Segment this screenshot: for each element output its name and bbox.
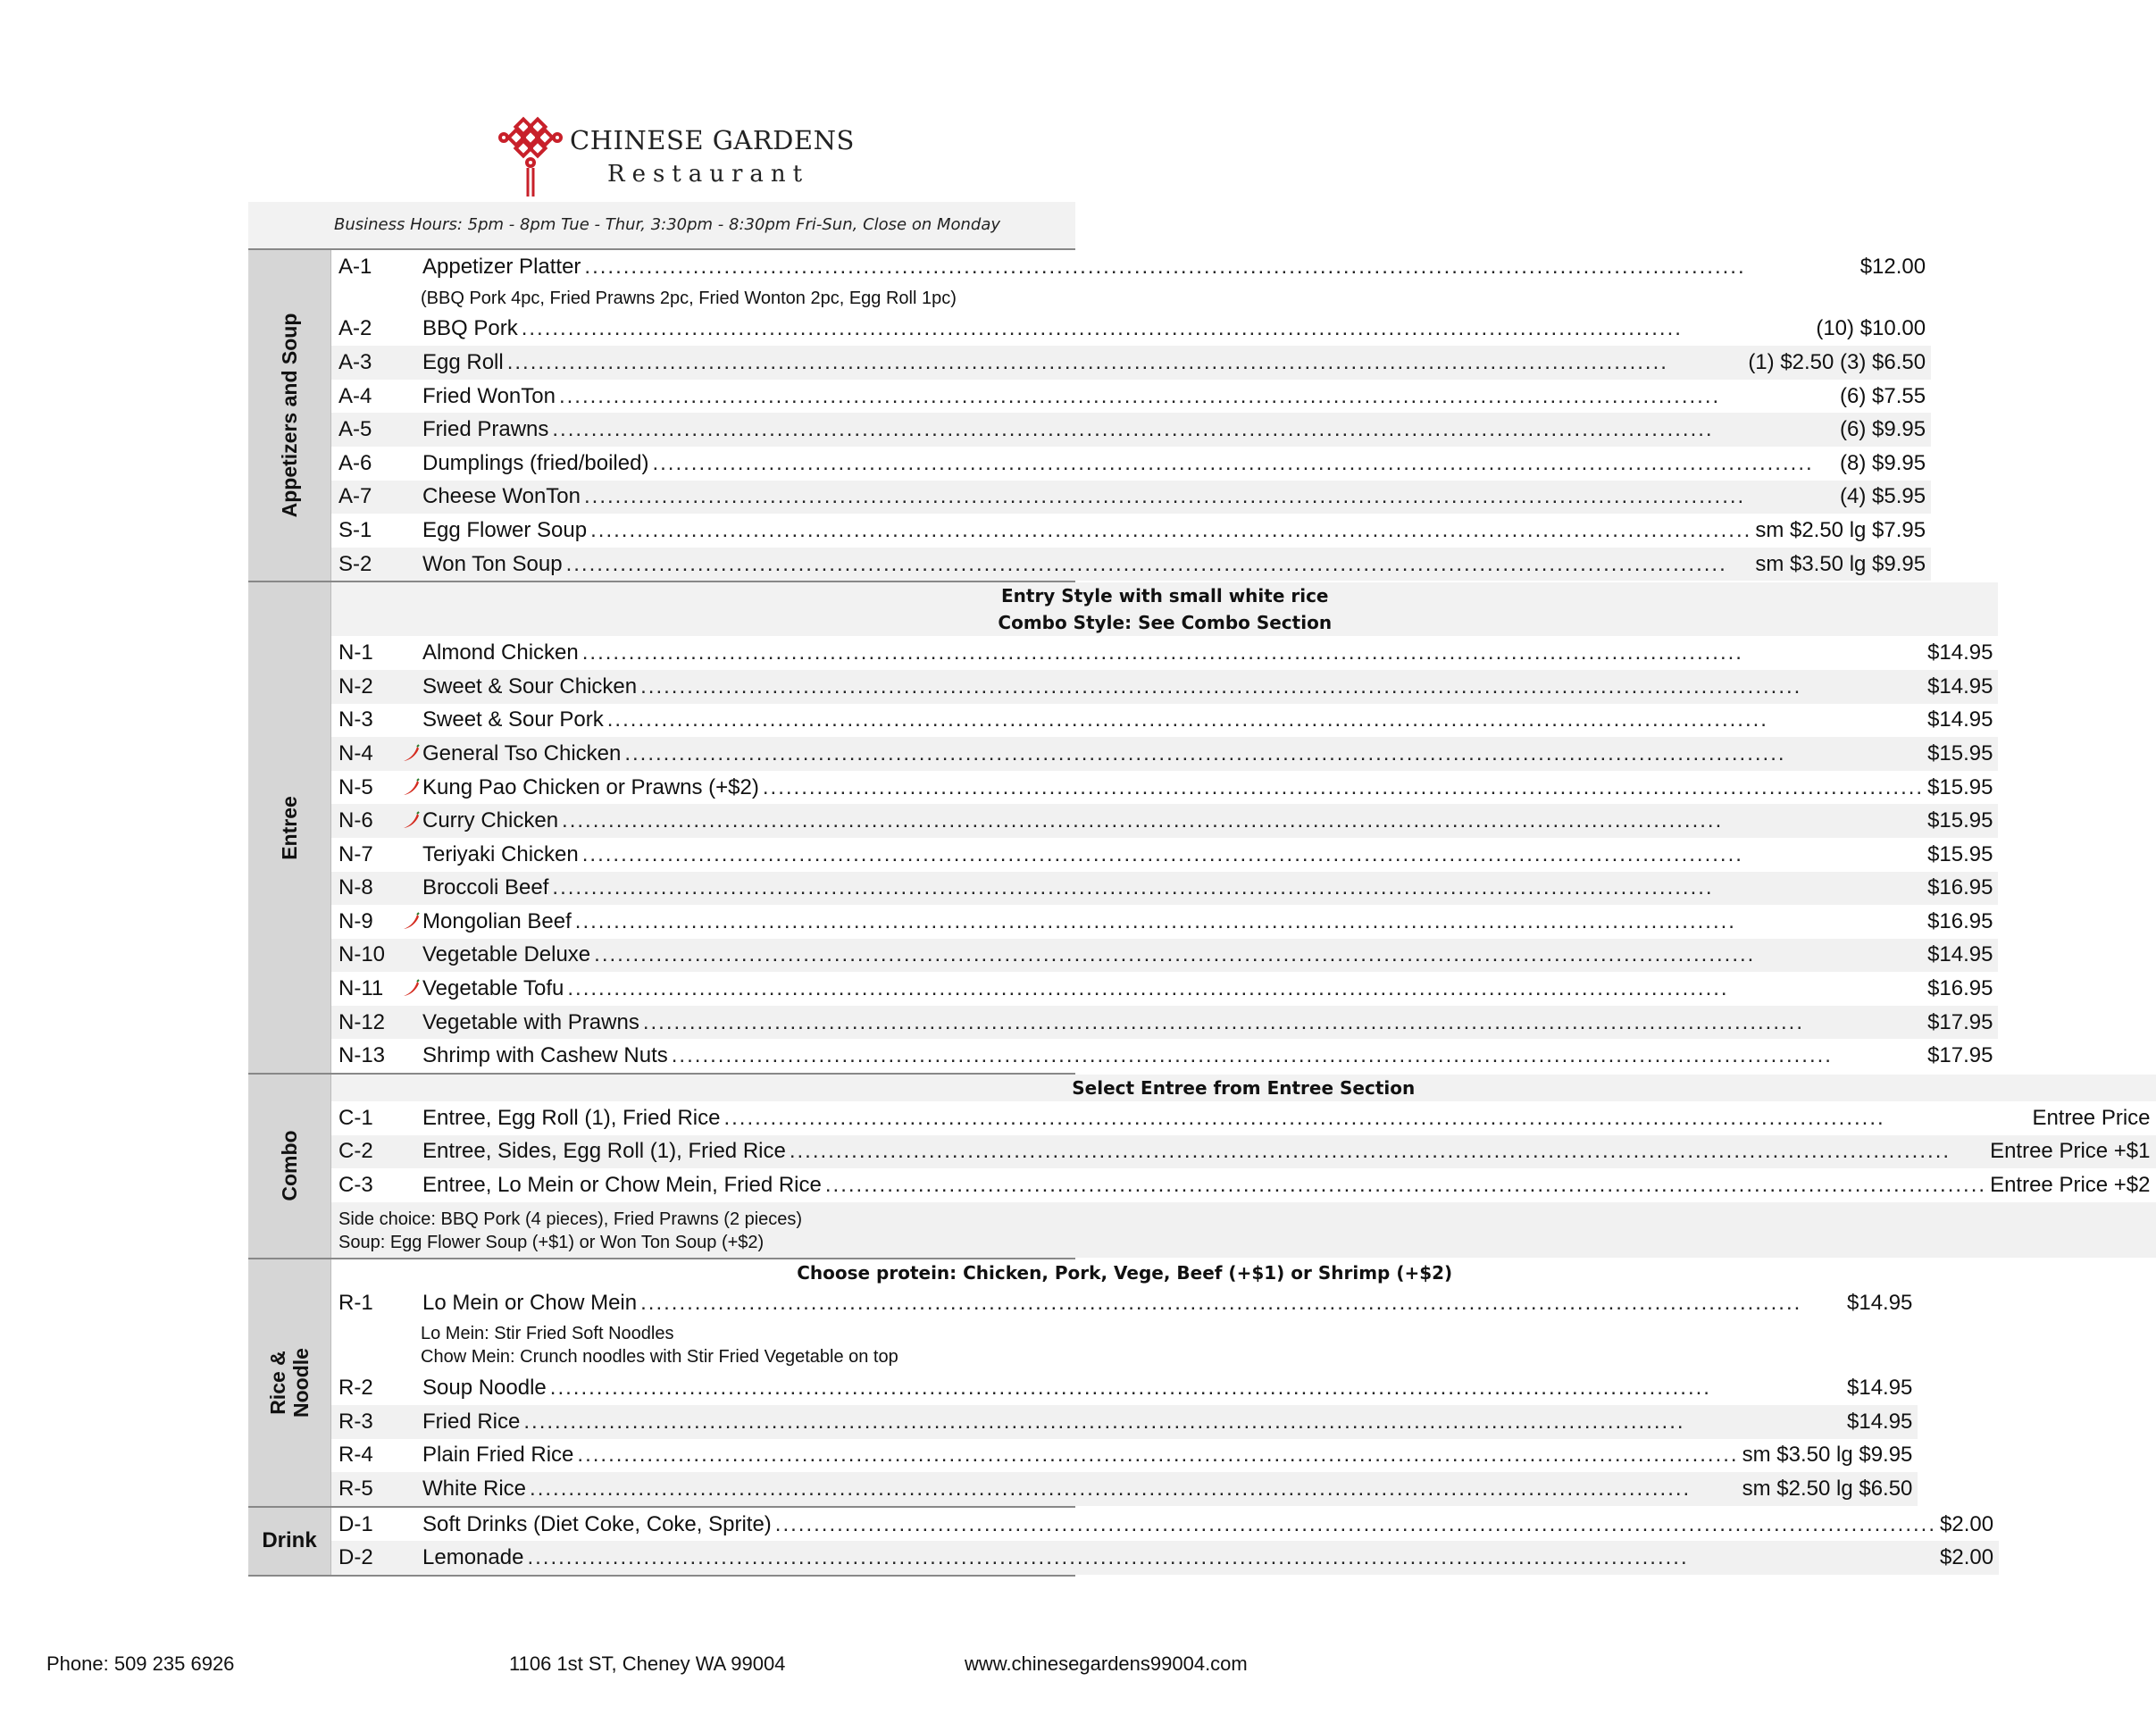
item-price: Entree Price +$1 xyxy=(1990,1139,2151,1164)
item-code: A-4 xyxy=(338,383,372,408)
menu-item-row xyxy=(331,1101,2156,1135)
item-price: (4) $5.95 xyxy=(1840,484,1926,509)
section-label-entree: Entree xyxy=(248,582,331,1073)
drink-rows xyxy=(331,1508,1999,1575)
spicy-marker xyxy=(401,913,422,931)
section-appetizers xyxy=(248,250,1926,582)
item-name: Fried Rice xyxy=(422,1409,521,1434)
item-code: A-6 xyxy=(338,450,372,475)
item-code: S-1 xyxy=(338,517,372,542)
dot-leader xyxy=(567,976,1924,1001)
spicy-marker xyxy=(401,846,422,864)
item-price: (10) $10.00 xyxy=(1816,316,1926,341)
spicy-marker xyxy=(401,812,422,830)
noodle-note: Lo Mein: Stir Fried Soft Noodles Chow Mein: Crunch noodles with Stir Fried Vegetable on top xyxy=(421,1324,898,1368)
item-price: $14.95 xyxy=(1927,707,1993,732)
menu-item-row xyxy=(331,804,1998,838)
item-name: Curry Chicken xyxy=(422,808,559,833)
platter-note: (BBQ Pork 4pc, Fried Prawns 2pc, Fried Wonton 2pc, Egg Roll 1pc) xyxy=(421,288,957,308)
menu-item-row xyxy=(331,872,1998,906)
item-name: Egg Flower Soup xyxy=(422,517,588,542)
item-price: $14.95 xyxy=(1847,1409,1913,1434)
dot-leader xyxy=(590,518,1751,543)
item-price: $14.95 xyxy=(1927,942,1993,967)
footer-phone: Phone: 509 235 6926 xyxy=(46,1652,235,1675)
item-price: $15.95 xyxy=(1927,740,1993,765)
section-label-rice-noodle: Rice & Noodle xyxy=(248,1259,331,1506)
chili-pepper-icon xyxy=(401,980,421,998)
combo-note: Select Entree from Entree Section xyxy=(331,1075,2156,1101)
knot-logo-icon xyxy=(498,114,570,200)
section-label-drink: Drink xyxy=(248,1508,331,1575)
menu-item-row xyxy=(331,1168,2156,1202)
item-code: S-2 xyxy=(338,551,372,576)
item-price: $15.95 xyxy=(1927,808,1993,833)
spicy-marker xyxy=(401,1413,422,1431)
menu-table xyxy=(248,202,2151,1577)
item-price: $14.95 xyxy=(1847,1376,1913,1401)
menu-item-row xyxy=(331,939,1998,973)
spicy-marker xyxy=(401,980,422,998)
menu-item-row xyxy=(331,313,1931,347)
item-name: BBQ Pork xyxy=(422,316,518,341)
item-code: N-4 xyxy=(338,740,373,765)
spicy-marker xyxy=(401,388,422,406)
item-name: Vegetable with Prawns xyxy=(422,1009,639,1034)
footer-address: 1106 1st ST, Cheney WA 99004 xyxy=(509,1652,786,1675)
dot-leader xyxy=(584,484,1836,509)
item-name: Teriyaki Chicken xyxy=(422,841,579,866)
menu-item-row xyxy=(331,447,1931,481)
item-code: R-5 xyxy=(338,1477,373,1502)
item-name: Plain Fried Rice xyxy=(422,1443,574,1468)
item-name: Fried Prawns xyxy=(422,417,549,442)
item-price: $15.95 xyxy=(1927,774,1993,799)
item-name: Soft Drinks (Diet Coke, Coke, Sprite) xyxy=(422,1511,772,1536)
item-name: Entree, Sides, Egg Roll (1), Fried Rice xyxy=(422,1139,786,1164)
menu-item-row xyxy=(331,1039,1998,1073)
item-name: Lemonade xyxy=(422,1545,524,1570)
menu-item-row xyxy=(331,548,1931,581)
item-code: N-3 xyxy=(338,707,373,732)
item-price: sm $3.50 lg $9.95 xyxy=(1742,1443,1913,1468)
dot-leader xyxy=(530,1477,1739,1502)
item-name: White Rice xyxy=(422,1477,527,1502)
footer-website[interactable]: www.chinesegardens99004.com xyxy=(965,1652,1248,1675)
dot-leader xyxy=(607,707,1924,732)
section-label-combo: Combo xyxy=(248,1075,331,1258)
spicy-marker xyxy=(401,522,422,540)
item-code: A-2 xyxy=(338,316,372,341)
dot-leader xyxy=(582,842,1924,867)
menu-item-row xyxy=(331,737,1998,771)
item-code: N-5 xyxy=(338,774,373,799)
chili-pepper-icon xyxy=(401,812,421,830)
dot-leader xyxy=(523,1410,1843,1435)
section-entree xyxy=(248,582,1993,1075)
item-name: Egg Roll xyxy=(422,349,504,374)
item-code: A-7 xyxy=(338,484,372,509)
dot-leader xyxy=(624,741,1924,766)
menu-item-row xyxy=(331,905,1998,939)
chili-pepper-icon xyxy=(401,913,421,931)
item-price: $17.95 xyxy=(1927,1043,1993,1068)
item-code: R-2 xyxy=(338,1376,373,1401)
menu-item-row xyxy=(331,1508,1999,1542)
spicy-marker xyxy=(401,1176,422,1194)
menu-item-row xyxy=(331,1439,1918,1473)
spicy-marker xyxy=(401,711,422,729)
entree-note: Entry Style with small white rice Combo Style: See Combo Section xyxy=(331,582,1998,636)
dot-leader xyxy=(640,1291,1843,1316)
item-code: N-7 xyxy=(338,841,373,866)
spicy-marker xyxy=(401,678,422,696)
item-price: $15.95 xyxy=(1927,841,1993,866)
dot-leader xyxy=(559,384,1836,409)
item-code: R-4 xyxy=(338,1443,373,1468)
item-name: Shrimp with Cashew Nuts xyxy=(422,1043,668,1068)
item-code: R-1 xyxy=(338,1290,373,1315)
entree-rows xyxy=(331,582,1998,1073)
menu-item-row xyxy=(331,250,1931,284)
item-price: $14.95 xyxy=(1847,1290,1913,1315)
item-name: Vegetable Tofu xyxy=(422,976,564,1001)
rice-note: Choose protein: Chicken, Pork, Vege, Beef (+$1) or Shrimp (+$2) xyxy=(331,1259,1918,1286)
item-code: N-1 xyxy=(338,640,373,665)
item-name: General Tso Chicken xyxy=(422,740,622,765)
menu-item-row xyxy=(331,380,1931,414)
menu-item-row xyxy=(331,514,1931,548)
spicy-marker xyxy=(401,488,422,506)
menu-item-row xyxy=(331,771,1998,805)
item-price: $14.95 xyxy=(1927,640,1993,665)
combo-rows xyxy=(331,1075,2156,1258)
item-price: Entree Price +$2 xyxy=(1990,1173,2151,1198)
item-price: (8) $9.95 xyxy=(1840,450,1926,475)
item-price: $2.00 xyxy=(1940,1511,1994,1536)
menu-item-row xyxy=(331,1286,1918,1320)
spicy-marker xyxy=(401,745,422,763)
item-name: Lo Mein or Chow Mein xyxy=(422,1290,638,1315)
menu-item-row xyxy=(331,1541,1999,1575)
spicy-marker xyxy=(401,421,422,439)
item-price: (6) $7.55 xyxy=(1840,383,1926,408)
item-price: $12.00 xyxy=(1859,254,1926,279)
item-price: $16.95 xyxy=(1927,908,1993,933)
spicy-marker xyxy=(401,1549,422,1567)
item-name: Broccoli Beef xyxy=(422,875,549,900)
item-price: $2.00 xyxy=(1940,1545,1994,1570)
dot-leader xyxy=(575,909,1924,934)
menu-item-row xyxy=(331,670,1998,704)
restaurant-logo xyxy=(498,114,855,200)
dot-leader xyxy=(763,775,1924,800)
item-name: Kung Pao Chicken or Prawns (+$2) xyxy=(422,774,759,799)
spicy-marker xyxy=(401,556,422,573)
dot-leader xyxy=(640,674,1924,699)
dot-leader xyxy=(790,1139,1986,1164)
item-code: N-13 xyxy=(338,1043,386,1068)
spicy-marker xyxy=(401,258,422,276)
item-name: Soup Noodle xyxy=(422,1376,547,1401)
menu-item-row xyxy=(331,636,1998,670)
spicy-marker xyxy=(401,879,422,897)
dot-leader xyxy=(562,808,1924,833)
dot-leader xyxy=(522,316,1813,341)
spicy-marker xyxy=(401,779,422,797)
item-price: $16.95 xyxy=(1927,976,1993,1001)
rice-rows xyxy=(331,1259,1918,1506)
item-code: N-2 xyxy=(338,673,373,699)
menu-item-row xyxy=(331,1405,1918,1439)
item-price: $16.95 xyxy=(1927,875,1993,900)
item-name: Sweet & Sour Chicken xyxy=(422,673,638,699)
appetizer-rows xyxy=(331,250,1931,581)
item-name: Entree, Lo Mein or Chow Mein, Fried Rice xyxy=(422,1173,822,1198)
spicy-marker xyxy=(401,1142,422,1160)
dot-leader xyxy=(652,451,1836,476)
dot-leader xyxy=(582,640,1924,665)
item-code: N-10 xyxy=(338,942,386,967)
item-code: C-2 xyxy=(338,1139,373,1164)
combo-side-note: Side choice: BBQ Pork (4 pieces), Fried Prawns (2 pieces) Soup: Egg Flower Soup (+$1) or Won Ton Soup (+$2) xyxy=(331,1202,2156,1258)
item-price: (1) $2.50 (3) $6.50 xyxy=(1748,349,1926,374)
item-code: C-3 xyxy=(338,1173,373,1198)
dot-leader xyxy=(643,1010,1924,1035)
item-name: Sweet & Sour Pork xyxy=(422,707,604,732)
item-name: Cheese WonTon xyxy=(422,484,581,509)
dot-leader xyxy=(507,350,1745,375)
item-code: C-1 xyxy=(338,1105,373,1130)
dot-leader xyxy=(672,1043,1924,1068)
chili-pepper-icon xyxy=(401,779,421,797)
spicy-marker xyxy=(401,1446,422,1464)
menu-item-row xyxy=(331,1006,1998,1040)
item-name: Almond Chicken xyxy=(422,640,579,665)
menu-item-row xyxy=(331,346,1931,380)
menu-item-row xyxy=(331,1472,1918,1506)
dot-leader xyxy=(550,1376,1843,1401)
item-name: Dumplings (fried/boiled) xyxy=(422,450,649,475)
dot-leader xyxy=(552,417,1836,442)
item-price: $14.95 xyxy=(1927,673,1993,699)
dot-leader xyxy=(594,942,1924,967)
dot-leader xyxy=(584,255,1856,280)
item-name: Won Ton Soup xyxy=(422,551,563,576)
section-drink xyxy=(248,1508,1994,1577)
item-price: $17.95 xyxy=(1927,1009,1993,1034)
menu-item-row xyxy=(331,1371,1918,1405)
spicy-marker xyxy=(401,946,422,964)
section-combo xyxy=(248,1075,2151,1259)
dot-leader xyxy=(566,552,1752,577)
spicy-marker xyxy=(401,1294,422,1312)
dot-leader xyxy=(825,1173,1986,1198)
item-price: Entree Price xyxy=(2032,1105,2151,1130)
dot-leader xyxy=(775,1512,1936,1537)
item-code: N-8 xyxy=(338,875,373,900)
item-name: Vegetable Deluxe xyxy=(422,942,591,967)
menu-item-row xyxy=(331,1135,2156,1169)
item-code: A-3 xyxy=(338,349,372,374)
item-price: (6) $9.95 xyxy=(1840,417,1926,442)
dot-leader xyxy=(527,1545,1936,1570)
spicy-marker xyxy=(401,1109,422,1127)
menu-item-row xyxy=(331,972,1998,1006)
spicy-marker xyxy=(401,354,422,372)
item-code: D-2 xyxy=(338,1545,373,1570)
menu-item-row xyxy=(331,413,1931,447)
spicy-marker xyxy=(401,455,422,473)
menu-item-row xyxy=(331,838,1998,872)
item-name: Appetizer Platter xyxy=(422,254,581,279)
item-code: N-6 xyxy=(338,808,373,833)
item-name: Fried WonTon xyxy=(422,383,556,408)
dot-leader xyxy=(723,1106,2028,1131)
spicy-marker xyxy=(401,1516,422,1534)
spicy-marker xyxy=(401,644,422,662)
item-code: N-11 xyxy=(338,976,384,1001)
business-hours: Business Hours: 5pm - 8pm Tue - Thur, 3:30pm - 8:30pm Fri-Sun, Close on Monday xyxy=(248,202,1075,250)
dot-leader xyxy=(577,1443,1738,1468)
restaurant-subtitle: Restaurant xyxy=(607,161,810,188)
item-code: A-5 xyxy=(338,417,372,442)
item-code: R-3 xyxy=(338,1409,373,1434)
dot-leader xyxy=(552,875,1924,900)
restaurant-name: CHINESE GARDENS xyxy=(570,125,855,155)
item-price: sm $2.50 lg $6.50 xyxy=(1742,1477,1913,1502)
spicy-marker xyxy=(401,1014,422,1032)
item-code: D-1 xyxy=(338,1511,373,1536)
spicy-marker xyxy=(401,1480,422,1498)
chili-pepper-icon xyxy=(401,745,421,763)
item-name: Entree, Egg Roll (1), Fried Rice xyxy=(422,1105,721,1130)
item-code: A-1 xyxy=(338,254,372,279)
item-code: N-9 xyxy=(338,908,373,933)
menu-item-row xyxy=(331,704,1998,738)
item-price: sm $2.50 lg $7.95 xyxy=(1755,517,1926,542)
item-name: Mongolian Beef xyxy=(422,908,572,933)
spicy-marker xyxy=(401,1047,422,1065)
section-label-appetizers: Appetizers and Soup xyxy=(248,250,331,581)
item-code: N-12 xyxy=(338,1009,386,1034)
spicy-marker xyxy=(401,1379,422,1397)
item-price: sm $3.50 lg $9.95 xyxy=(1755,551,1926,576)
menu-item-row xyxy=(331,481,1931,514)
section-rice-noodle xyxy=(248,1259,1913,1508)
spicy-marker xyxy=(401,320,422,338)
